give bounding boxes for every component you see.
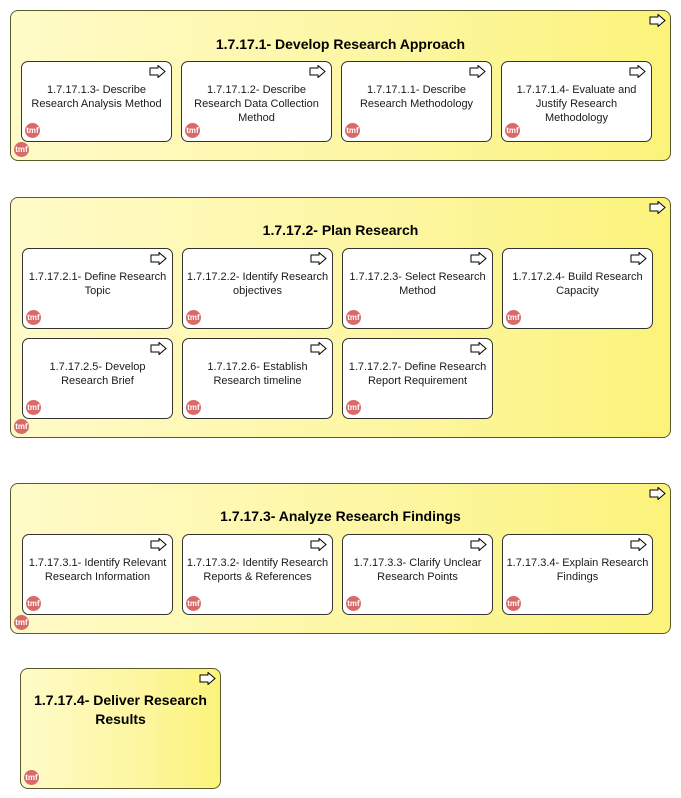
tmf-badge-icon: tmf <box>346 310 361 325</box>
process-label: 1.7.17.2.1- Define Research Topic <box>28 271 167 297</box>
tmf-badge-icon: tmf <box>25 123 40 138</box>
group-plan-research[interactable] <box>10 197 671 438</box>
group-title: 1.7.17.2- Plan Research <box>262 222 419 238</box>
group-develop-research-approach[interactable] <box>10 10 671 161</box>
tmf-badge-icon: tmf <box>14 615 29 630</box>
process-box[interactable] <box>21 61 172 142</box>
process-arrow-icon <box>470 252 487 265</box>
process-label: 1.7.17.2.5- Develop Research Brief <box>49 361 146 387</box>
process-box[interactable] <box>502 248 653 329</box>
process-box[interactable] <box>501 61 652 142</box>
process-arrow-icon <box>649 201 666 214</box>
group-analyze-research-findings[interactable] <box>10 483 671 634</box>
process-label: 1.7.17.3.3- Clarify Unclear Research Points <box>353 557 482 583</box>
process-box[interactable] <box>182 338 333 419</box>
tmf-badge-icon: tmf <box>346 400 361 415</box>
process-label: 1.7.17.1.1- Describe Research Methodology <box>359 84 474 110</box>
tmf-badge-icon: tmf <box>506 596 521 611</box>
process-box[interactable] <box>181 61 332 142</box>
process-arrow-icon <box>150 538 167 551</box>
process-label: 1.7.17.2.2- Identify Research objectives <box>186 271 329 297</box>
process-arrow-icon <box>309 65 326 78</box>
tmf-badge-icon: tmf <box>186 596 201 611</box>
process-arrow-icon <box>470 342 487 355</box>
tmf-badge-icon: tmf <box>506 310 521 325</box>
process-box[interactable] <box>342 534 493 615</box>
process-arrow-icon <box>470 538 487 551</box>
process-arrow-icon <box>199 672 216 685</box>
process-arrow-icon <box>649 14 666 27</box>
tmf-badge-icon: tmf <box>346 596 361 611</box>
tmf-badge-icon: tmf <box>186 400 201 415</box>
tmf-badge-icon: tmf <box>185 123 200 138</box>
tmf-badge-icon: tmf <box>26 310 41 325</box>
process-box[interactable] <box>341 61 492 142</box>
process-box[interactable] <box>182 248 333 329</box>
process-label: 1.7.17.2.6- Establish Research timeline <box>207 361 308 387</box>
process-label: 1.7.17.1.2- Describe Research Data Collection Method <box>194 84 319 124</box>
process-arrow-icon <box>469 65 486 78</box>
process-label: 1.7.17.2.4- Build Research Capacity <box>512 271 643 297</box>
process-box[interactable] <box>502 534 653 615</box>
process-arrow-icon <box>630 252 647 265</box>
process-box[interactable] <box>22 534 173 615</box>
process-deliver-research-results[interactable] <box>20 668 221 789</box>
process-arrow-icon <box>629 65 646 78</box>
process-box[interactable] <box>182 534 333 615</box>
process-arrow-icon <box>149 65 166 78</box>
tmf-badge-icon: tmf <box>24 770 39 785</box>
tmf-badge-icon: tmf <box>14 142 29 157</box>
process-label: 1.7.17.1.3- Describe Research Analysis Method <box>31 84 162 110</box>
process-arrow-icon <box>150 342 167 355</box>
process-box[interactable] <box>342 248 493 329</box>
group-title: 1.7.17.3- Analyze Research Findings <box>220 508 461 524</box>
process-label: 1.7.17.2.3- Select Research Method <box>349 271 486 297</box>
process-arrow-icon <box>310 538 327 551</box>
tmf-badge-icon: tmf <box>26 400 41 415</box>
group-title: 1.7.17.1- Develop Research Approach <box>215 36 466 52</box>
process-label: 1.7.17.3.1- Identify Relevant Research Information <box>28 557 167 583</box>
tmf-badge-icon: tmf <box>345 123 360 138</box>
process-label: 1.7.17.3.4- Explain Research Findings <box>506 557 649 583</box>
tmf-badge-icon: tmf <box>14 419 29 434</box>
process-box[interactable] <box>342 338 493 419</box>
process-arrow-icon <box>649 487 666 500</box>
process-arrow-icon <box>150 252 167 265</box>
tmf-badge-icon: tmf <box>26 596 41 611</box>
tmf-badge-icon: tmf <box>186 310 201 325</box>
process-arrow-icon <box>310 252 327 265</box>
process-label: 1.7.17.3.2- Identify Research Reports & References <box>186 557 329 583</box>
process-arrow-icon <box>310 342 327 355</box>
process-box[interactable] <box>22 248 173 329</box>
process-label: 1.7.17.1.4- Evaluate and Justify Research Methodology <box>516 84 637 124</box>
process-box[interactable] <box>22 338 173 419</box>
process-title: 1.7.17.4- Deliver Research Results <box>34 692 207 727</box>
tmf-badge-icon: tmf <box>505 123 520 138</box>
process-arrow-icon <box>630 538 647 551</box>
process-label: 1.7.17.2.7- Define Research Report Requirement <box>348 361 487 387</box>
